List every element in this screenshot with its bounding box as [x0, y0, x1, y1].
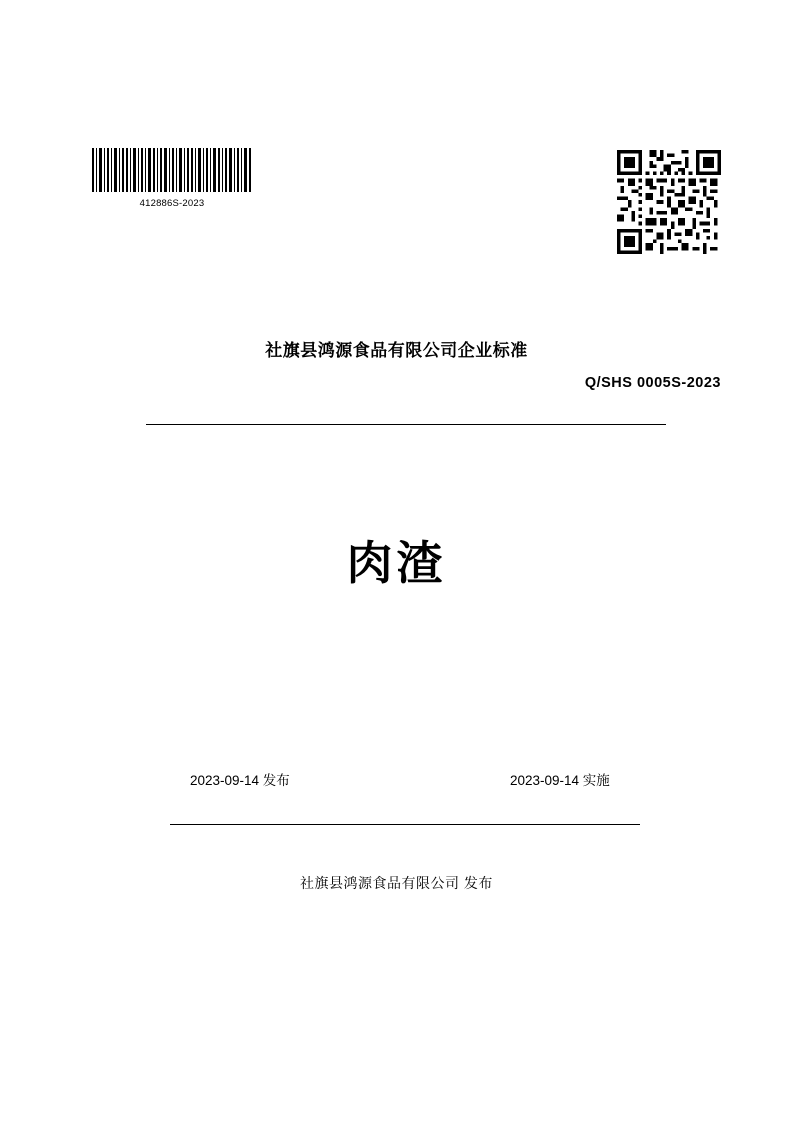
standard-code: Q/SHS 0005S-2023	[584, 375, 721, 391]
standard-title: 社旗县鸿源食品有限公司企业标准	[265, 341, 528, 360]
product-name: 肉渣	[346, 537, 447, 589]
publisher-line: 社旗县鸿源食品有限公司 发布	[300, 875, 493, 891]
divider-top	[146, 424, 666, 425]
divider-bottom	[170, 824, 640, 825]
qr-code-block	[617, 150, 721, 254]
qr-code-icon	[617, 150, 721, 254]
barcode-block	[92, 148, 252, 209]
effective-date: 2023-09-14 实施	[510, 773, 610, 788]
barcode-number: 412886S-2023	[139, 198, 205, 209]
issue-date: 2023-09-14 发布	[190, 773, 290, 788]
barcode-icon	[92, 148, 252, 192]
